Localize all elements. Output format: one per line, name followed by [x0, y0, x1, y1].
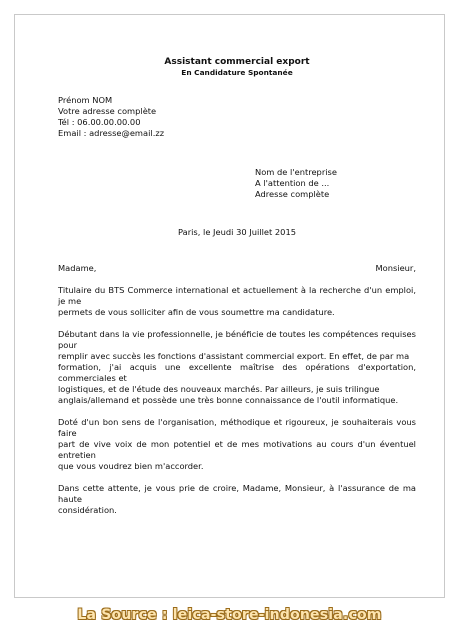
- paragraph-line: formation, j'ai acquis une excellente maîtrise des opérations d'exportation, commerciales et: [58, 362, 416, 383]
- sender-phone: Tél : 06.00.00.00.00: [58, 117, 141, 127]
- salutation-right: Monsieur,: [375, 263, 416, 273]
- sender-address: Votre adresse complète: [58, 106, 157, 116]
- paragraph-line: que vous voudrez bien m'accorder.: [58, 461, 204, 471]
- paragraph-line: considération.: [58, 505, 117, 515]
- paragraph-2: [58, 329, 416, 406]
- sender-block: [58, 95, 416, 139]
- salutation: [58, 263, 416, 274]
- recipient-attention: A l'attention de ...: [255, 178, 330, 188]
- paragraph-line: Doté d'un bon sens de l'organisation, méthodique et rigoureux, je souhaiterais vous faire: [58, 417, 416, 438]
- source-watermark: La Source : leica-store-indonesia.com: [77, 607, 382, 623]
- paragraph-line: anglais/allemand et possède une très bonne connaissance de l'outil informatique.: [58, 395, 399, 405]
- paragraph-4: [58, 483, 416, 516]
- recipient-address: Adresse complète: [255, 189, 330, 199]
- paragraph-line: part de vive voix de mon potentiel et de mes motivations au cours d'un éventuel entretien: [58, 439, 416, 460]
- paragraph-line: remplir avec succès les fonctions d'assistant commercial export. En effet, de par ma: [58, 351, 410, 361]
- sender-email: Email : adresse@email.zz: [58, 128, 165, 138]
- salutation-left: Madame,: [58, 263, 97, 273]
- paragraph-line: permets de vous solliciter afin de vous soumettre ma candidature.: [58, 307, 335, 317]
- paragraph-1: [58, 285, 416, 318]
- paragraph-line: Titulaire du BTS Commerce international et actuellement à la recherche d'un emploi, je me: [58, 285, 416, 306]
- letter-title: Assistant commercial export: [164, 57, 310, 67]
- recipient-block: [255, 167, 416, 200]
- recipient-company: Nom de l'entreprise: [255, 167, 337, 177]
- letter-date: Paris, le Jeudi 30 Juillet 2015: [177, 227, 297, 237]
- paragraph-3: [58, 417, 416, 472]
- paragraph-line: logistiques, et de l'étude des nouveaux marchés. Par ailleurs, je suis trilingue: [58, 384, 380, 394]
- letter-page: [58, 57, 416, 516]
- paragraph-line: Débutant dans la vie professionnelle, je bénéficie de toutes les compétences requises pour: [58, 329, 416, 350]
- paragraph-line: Dans cette attente, je vous prie de croire, Madame, Monsieur, à l'assurance de ma haute: [58, 483, 416, 504]
- letter-subtitle: En Candidature Spontanée: [181, 68, 293, 77]
- sender-name: Prénom NOM: [58, 95, 113, 105]
